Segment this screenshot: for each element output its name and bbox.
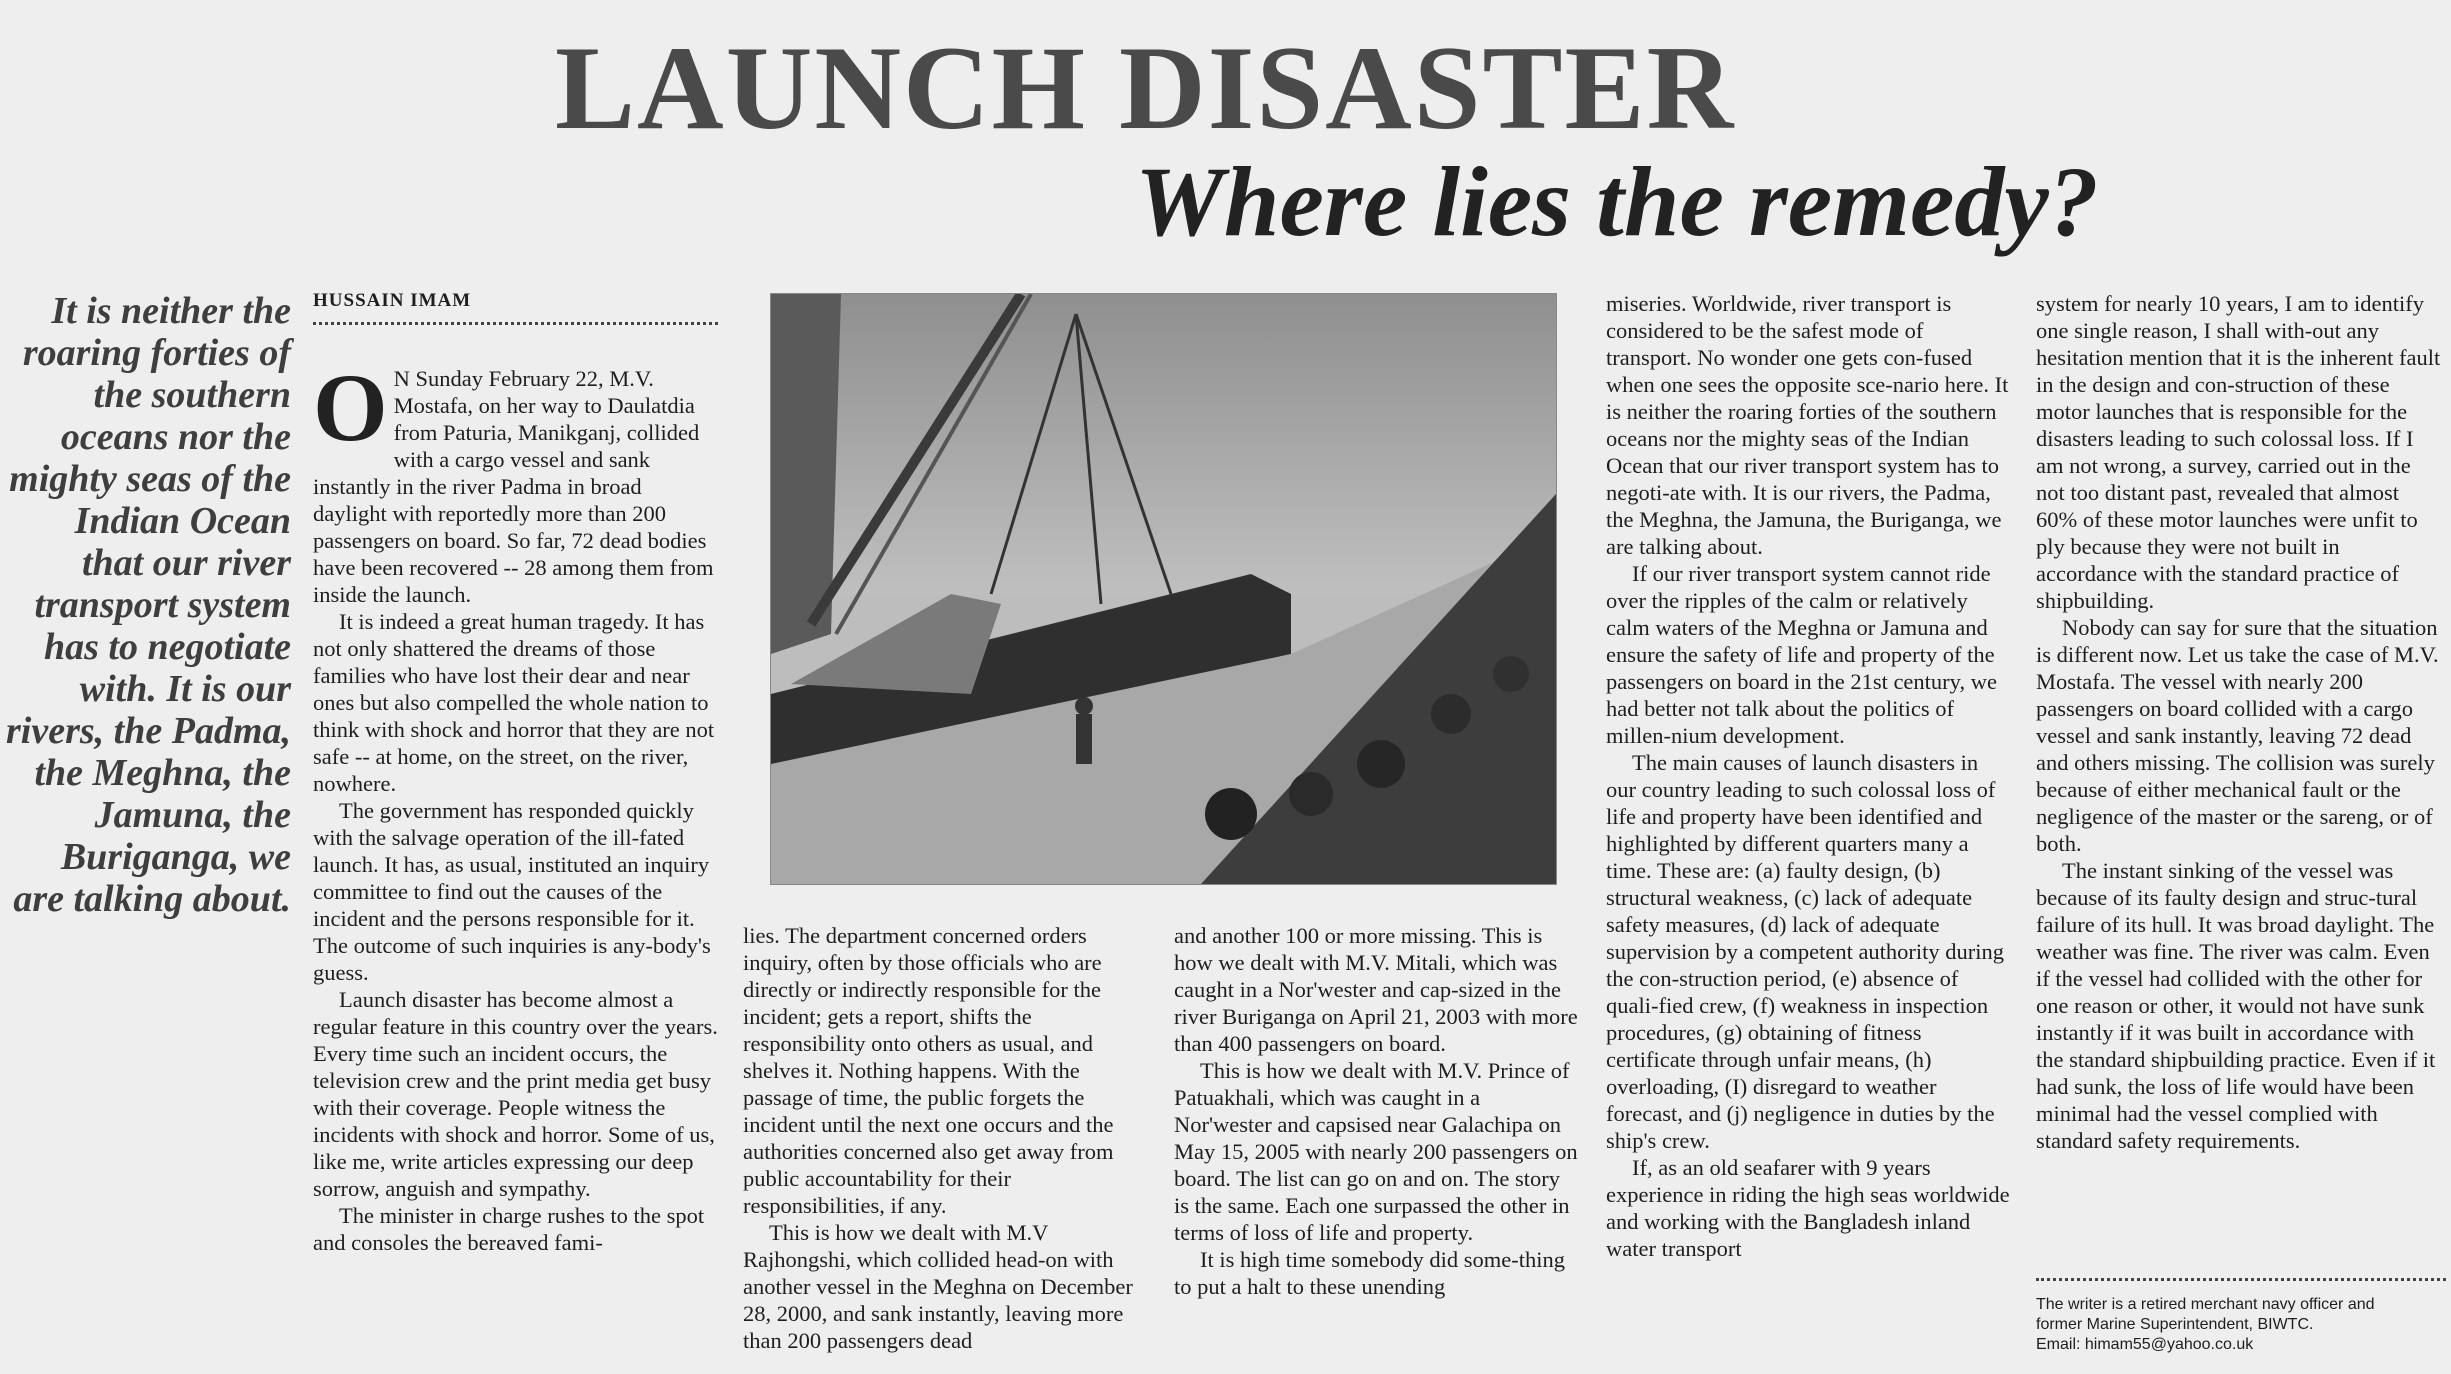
paragraph: system for nearly 10 years, I am to identify one single reason, I shall with-out any hesitation mention that it is the inherent fault in the design and con-struction of these motor launches that is responsible for the disasters leading to such colossal loss. If I am not wrong, a survey, carried out in the not too distant past, revealed that almost 60% of these motor launches were unfit to ply because they were not built in accordance with the standard practice of shipbuilding.: [2036, 291, 2441, 613]
paragraph: lies. The department concerned orders inquiry, often by those officials who are directly or indirectly responsible for the incident; gets a report, shifts the responsibility onto others as usual, and shelves it. Nothing happens. With the passage of time, the public forgets the incident until the next one occurs and the authorities concerned also get away from public accountability for their responsibilities, if any.: [743, 923, 1114, 1218]
article-column-1: [313, 365, 718, 1365]
article-column-5: [2036, 290, 2444, 1255]
worker-figure: [1076, 714, 1092, 764]
paragraph: The government has responded quickly with the salvage operation of the ill-fated launch. It has, as usual, instituted an inquiry committee to find out the causes of the incident and the persons responsible for it. The outcome of such inquiries is any-body's guess.: [313, 798, 711, 985]
headline: LAUNCH DISASTER: [555, 21, 1736, 154]
paragraph: The minister in charge rushes to the spot and consoles the bereaved fami-: [313, 1203, 705, 1255]
paragraph: If our river transport system cannot ride over the ripples of the calm or relatively calm waters of the Meghna or Jamuna and ensure the safety of life and property of the passengers on board in the 21st century, we had better not talk about the politics of millen-nium development.: [1606, 561, 1997, 748]
footnote-line: The writer is a retired merchant navy officer and: [2036, 1296, 2375, 1313]
article-column-4: [1606, 290, 2011, 1370]
paragraph: It is indeed a great human tragedy. It has not only shattered the dreams of those families who have lost their dear and near ones but also compelled the whole nation to think with shock and horror that they are not safe -- at home, on the street, on the river, nowhere.: [313, 609, 715, 796]
byline: HUSSAIN IMAM: [313, 290, 718, 325]
photo-illustration: [771, 294, 1556, 884]
paragraph: The main causes of launch disasters in our country leading to such colossal loss of life and property have been identified and highlighted by different quarters many a time. These are: (a) faulty design, (b) structural weakness, (c) lack of adequate safety measures, (d) lack of adequate supervision by a competent authority during the con-struction period, (e) absence of quali-fied crew, (f) weakness in inspection procedures, (g) obtaining of fitness certificate through unfair means, (h) overloading, (I) disregard to weather forecast, and (j) negligence in duties by the ship's crew.: [1606, 750, 2005, 1153]
paragraph: miseries. Worldwide, river transport is considered to be the safest mode of transport. No wonder one gets con-fused when one sees the opposite sce-nario here. It is neither the roaring forties of the southern oceans nor the mighty seas of the Indian Ocean that our river transport system has to negoti-ate with. It is our rivers, the Padma, the Meghna, the Jamuna, the Buriganga, we are talking about.: [1606, 291, 2009, 559]
article-column-2: [743, 922, 1148, 1370]
paragraph: Nobody can say for sure that the situation is different now. Let us take the case of M.V. Mostafa. The vessel with nearly 200 passengers on board collided with a cargo vessel and sank instantly, leaving 72 dead and others missing. The collision was surely because of either mechanical fault or the negligence of the master or the sareng, or of both.: [2036, 615, 2439, 856]
author-footnote: [2036, 1278, 2446, 1355]
subheadline: Where lies the remedy?: [1135, 146, 2099, 257]
paragraph: If, as an old seafarer with 9 years experience in riding the high seas worldwide and working with the Bangladesh inland water transport: [1606, 1155, 2010, 1261]
pull-quote: It is neither the roaring forties of the southern oceans nor the mighty seas of the Indian Ocean that our river transport system has to negotiate with. It is our rivers, the Padma, the Meghna, the Jamuna, the Buriganga, we are talking about.: [6, 290, 291, 920]
paragraph: This is how we dealt with M.V. Prince of Patuakhali, which was caught in a Nor'wester and capsised near Galachipa on May 15, 2005 with nearly 200 passengers on board. The list can go on and on. The story is the same. Each one surpassed the other in terms of loss of life and property.: [1174, 1058, 1578, 1245]
paragraph: N Sunday February 22, M.V. Mostafa, on her way to Daulatdia from Paturia, Manikganj, collided with a cargo vessel and sank instantly in the river Padma in broad daylight with reportedly more than 200 passengers on board. So far, 72 dead bodies have been recovered -- 28 among them from inside the launch.: [313, 366, 714, 607]
paragraph: The instant sinking of the vessel was because of its faulty design and struc-tural failure of its hull. It was broad daylight. The weather was fine. The river was calm. Even if the vessel had collided with the other for one reason or other, it would not have sunk instantly if it was built in accordance with the standard shipbuilding practice. Even if it had sunk, the loss of life would have been minimal had the vessel complied with standard safety requirements.: [2036, 858, 2436, 1153]
article-column-3: [1174, 922, 1579, 1370]
paragraph: It is high time somebody did some-thing to put a halt to these unending: [1174, 1247, 1565, 1299]
footnote-line: former Marine Superintendent, BIWTC.: [2036, 1316, 2314, 1333]
news-photo-salvage-operation: [770, 293, 1557, 885]
paragraph: Launch disaster has become almost a regular feature in this country over the years. Every time such an incident occurs, the television crew and the print media get busy with their coverage. People witness the incidents with shock and horror. Some of us, like me, write articles expressing our deep sorrow, anguish and sympathy.: [313, 987, 718, 1201]
paragraph: This is how we dealt with M.V Rajhongshi, which collided head-on with another vessel in the Meghna on December 28, 2000, and sank instantly, leaving more than 200 passengers dead: [743, 1220, 1133, 1353]
paragraph: and another 100 or more missing. This is how we dealt with M.V. Mitali, which was caught in a Nor'wester and cap-sized in the river Buriganga on April 21, 2003 with more than 400 passengers on board.: [1174, 923, 1578, 1056]
drop-cap: O: [313, 365, 388, 461]
footnote-email: Email: himam55@yahoo.co.uk: [2036, 1336, 2254, 1353]
